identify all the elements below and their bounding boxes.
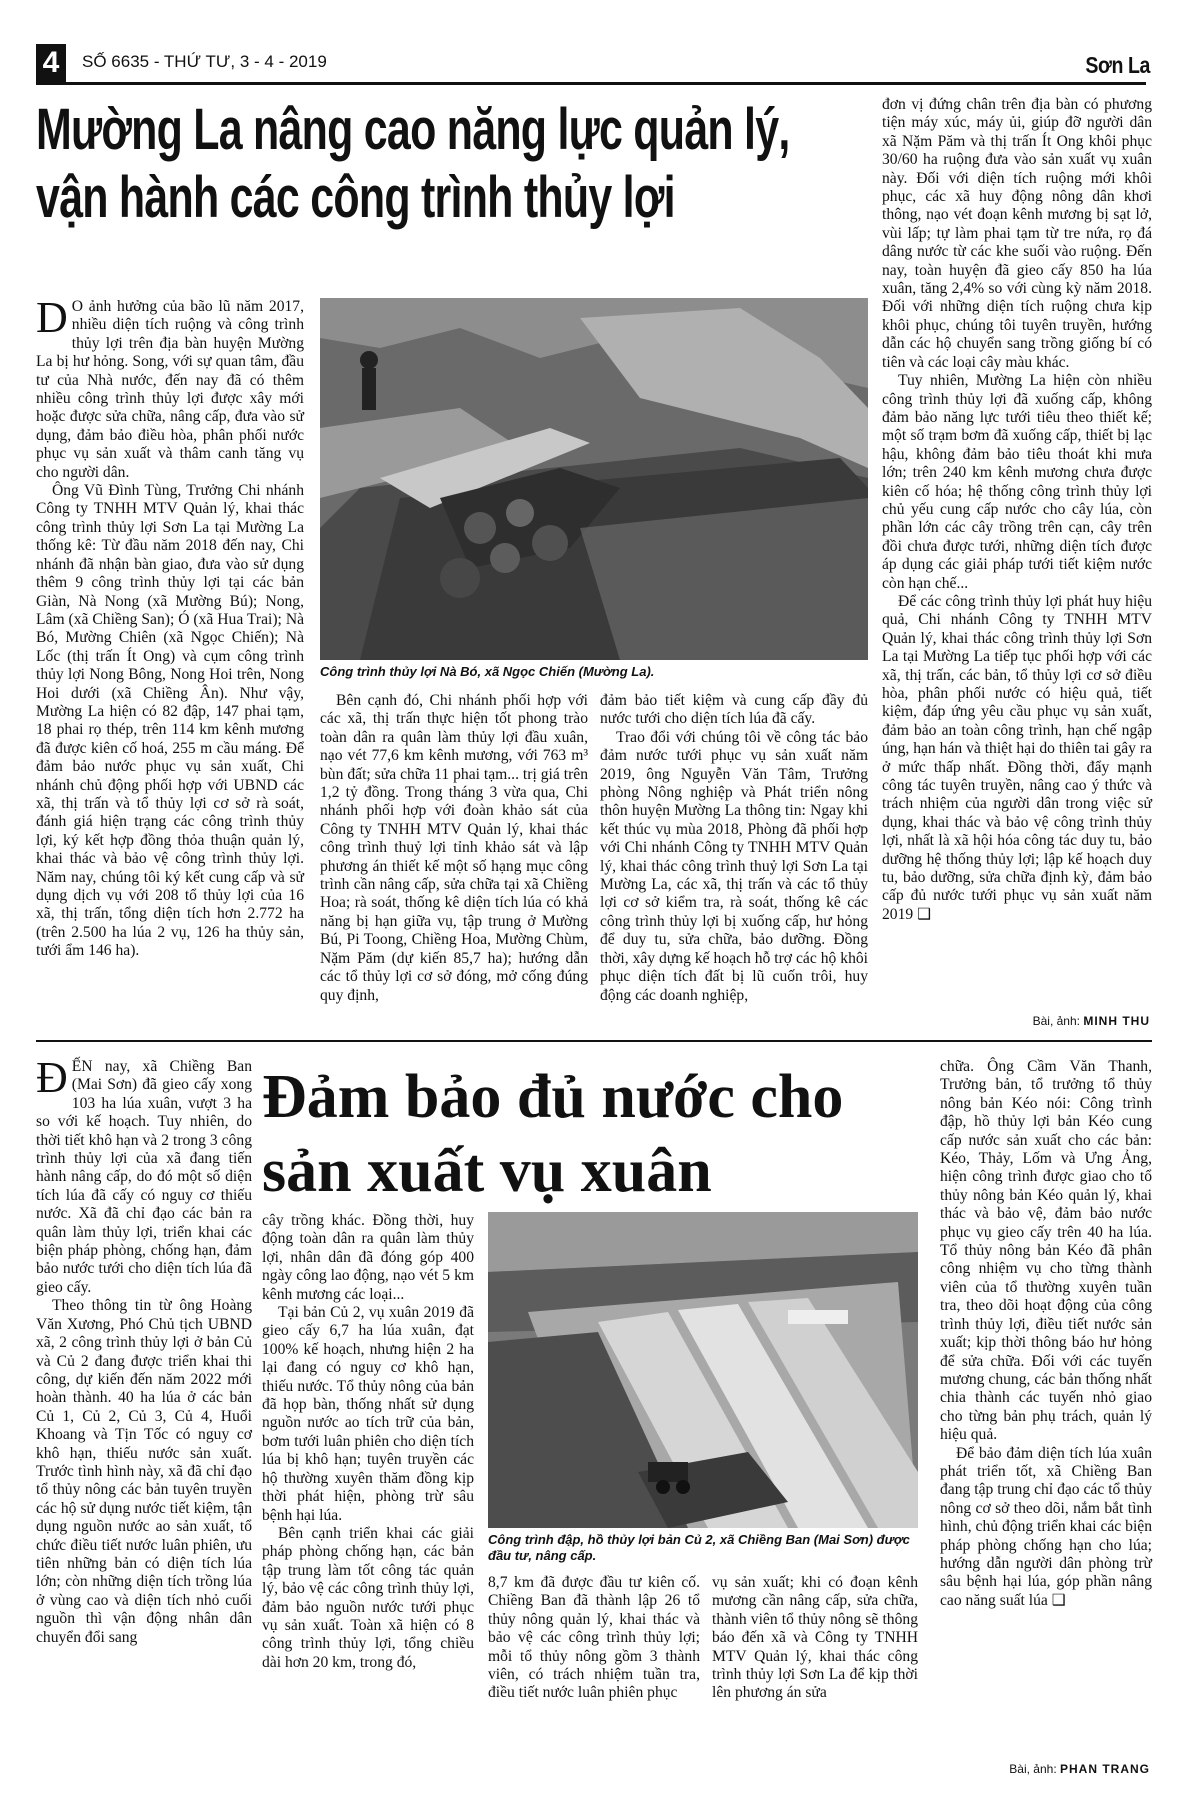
article2-headline bbox=[262, 1060, 902, 1208]
article2-col4 bbox=[712, 1574, 918, 1703]
article1-col4-p2: Tuy nhiên, Mường La hiện còn nhiều công trình thủy lợi đã xuống cấp, không đảm bảo năng lực tưới tiêu theo thiết kế; một số trạm bơm đã xuống cấp, thiết bị lạc hậu, không đảm bảo tiêu thoát khi mưa lớn; trên 240 km kênh mương chưa được kiên cố hóa; hệ thống công trình thủy lợi chủ yếu cung cấp nước cho cây lúa, còn phần lớn các cây trồng trên cạn, cây trên đồi chưa được tưới, những diện tích được áp dụng các giải pháp tưới tiết kiệm nước còn hạn chế... bbox=[882, 372, 1152, 592]
irrigation-canal-image bbox=[320, 298, 868, 660]
article2-col5-p2: Để bảo đảm diện tích lúa xuân phát triển tốt, xã Chiềng Ban đang tập trung chỉ đạo các tổ thủy nông cơ sở theo dõi, nắm bắt tình hình, chủ động triển khai các biện pháp phòng chống hạn cho lúa; hướng dẫn người dân phòng trừ sâu bệnh hại lúa, góp phần nâng cao năng suất lúa ❑ bbox=[940, 1444, 1152, 1609]
article2-col3-p1: 8,7 km đã được đầu tư kiên cố. Chiềng Ban đã thành lập 26 tổ thủy nông quản lý, khai thác và bảo vệ các công trình thủy lợi; mỗi tổ thủy nông gồm 3 thành viên, có trách nhiệm tuần tra, điều tiết nước luân phiên phục bbox=[488, 1574, 700, 1702]
article2-col3 bbox=[488, 1574, 700, 1703]
article2-col2 bbox=[262, 1212, 474, 1672]
article1-col4 bbox=[882, 96, 1152, 924]
article1-col3-p2: Trao đổi với chúng tôi về công tác bảo đảm nước tưới phục vụ sản xuất năm 2019, ông Nguyễn Văn Tâm, Trưởng phòng Nông nghiệp và Phát triển nông thôn huyện Mường La thông tin: Ngay khi kết thúc vụ mùa 2018, Phòng đã phối hợp với Chi nhánh Công ty TNHH MTV Quản lý, khai thác công trình thuỷ lợi Sơn La tại Mường La, các xã, thị trấn và các tổ thủy lợi cơ sở kiểm tra, rà soát, thống kê các công trình thủy lợi bị xuống cấp, hư hỏng để duy tu, sửa chữa, bảo dưỡng. Đồng thời, xây dựng kế hoạch hỗ trợ các hộ khôi phục diện tích đất bị lũ cuốn trôi, huy động các doanh nghiệp, bbox=[600, 728, 868, 1004]
article1-col1-p2: Ông Vũ Đình Tùng, Trưởng Chi nhánh Công ty TNHH MTV Quản lý, khai thác công trình thủy lợi Sơn La tại Mường La thống kê: Từ đầu năm 2018 đến nay, Chi nhánh đã nhận bàn giao, đưa vào sử dụng thêm 9 công trình thủy lợi tại các bản Giàn, Nà Nong (xã Mường Bú); Nong, Lâm (xã Chiềng San); Ó (xã Hua Trai); Nà Bó, Mường Chiên (xã Ngọc Chiến); Nà Lốc (thị trấn Ít Ong) và cụm công trình thủy lợi Nong Bông, Nong Hoi trên, Nong Hoi dưới (xã Chiềng Ân). Như vậy, Mường La hiện có 82 đập, 147 phai tạm, 18 phai rọ thép, trên 114 km kênh mương đã được kiên cố hoá, 255 m cầu máng. Để đảm bảo nước phục vụ sản xuất, Chi nhánh chủ động phối hợp với UBND các xã, thị trấn và tổ thủy lợi cơ sở rà soát, đánh giá hiện trạng các công trình thủy lợi, ký kết hợp đồng thỏa thuận quản lý, khai thác và bảo vệ công trình thủy lợi. Năm nay, chúng tôi ký kết cung cấp và sử dụng dịch vụ với 208 tổ thủy lợi của 16 xã, thị trấn, tổng diện tích hơn 2.772 ha (trên 2.500 ha lúa 2 vụ, 126 ha thủy sản, tưới ẩm 146 ha). bbox=[36, 482, 304, 960]
article2-col1-p2: Theo thông tin từ ông Hoàng Văn Xương, Phó Chủ tịch UBND xã, 2 công trình thủy lợi ở bản Củ và Củ 2 đang được triển khai thi công, dự kiến đến năm 2022 mới hoàn thành. 40 ha lúa ở các bản Củ 1, Củ 2, Củ 3, Củ 4, Huổi Khoang và Tịn Tốc có nguy cơ khô hạn, thiếu nước sản xuất. Trước tình hình này, xã đã chỉ đạo tổ thủy nông các bản tuyên truyền các hộ sử dụng nước tiết kiệm, tận dụng nguồn nước ao sản xuất, tổ chức điều tiết nước luân phiên, ưu tiên những bản có diện tích lúa lớn; còn những diện tích trồng lúa ở vùng cao và diện tích nhỏ cuối nguồn thì vận động nhân dân chuyển đổi sang bbox=[36, 1297, 252, 1646]
article2-byline bbox=[1009, 1762, 1150, 1776]
article2-headline-line1: Đảm bảo đủ nước cho bbox=[262, 1063, 844, 1131]
article2-byline-author: PHAN TRANG bbox=[1060, 1762, 1150, 1776]
section-name: Sơn La bbox=[1085, 52, 1150, 78]
article2-col4-p1: vụ sản xuất; khi có đoạn kênh mương cần nâng cấp, sửa chữa, thành viên tổ thủy nông sẽ thông báo đến xã và Công ty TNHH MTV Quản lý, khai thác công trình thủy lợi Sơn La để kịp thời lên phương án sửa bbox=[712, 1574, 918, 1702]
article1-headline-line1: Mường La nâng cao năng lực quản lý, bbox=[36, 97, 790, 162]
article1-col4-p3: Để các công trình thủy lợi phát huy hiệu quả, Chi nhánh Công ty TNHH MTV Quản lý, khai thác công trình thủy lợi Sơn La tại Mường La tiếp tục phối hợp với các xã, thị trấn, các bản, tổ thủy lợi cơ sở điều hòa, phân phối nước có hiệu quả, tiết kiệm, đáp ứng yêu cầu phục vụ sản xuất, đảm bảo an toàn công trình, hạn chế ngập úng, hạn hán và thiệt hại do thiên tai gây ra ở mức thấp nhất. Đồng thời, đẩy mạnh công tác tuyên truyền, nâng cao ý thức và trách nhiệm của người dân trong việc sử dụng, khai thác và bảo vệ công trình thủy lợi, nhất là xã hội hóa công tác duy tu, bảo dưỡng hệ thống thủy lợi; lập kế hoạch duy tu, bảo dưỡng, sửa chữa định kỳ, đảm bảo cấp đủ nước tưới phục vụ sản xuất năm 2019 ❑ bbox=[882, 592, 1152, 923]
article2-col2-p1: cây trồng khác. Đồng thời, huy động toàn dân ra quân làm thủy lợi, nhân dân đã đóng góp 400 ngày công lao động, nạo vét 5 km kênh mương các loại... bbox=[262, 1212, 474, 1303]
article2-dropcap: Đ bbox=[36, 1053, 68, 1102]
article2-col5-p1: chữa. Ông Cầm Văn Thanh, Trưởng bản, tổ trưởng tổ thủy nông bản Kéo nói: Công trình đập, hồ thủy lợi bản Kéo cung cấp nước sản xuất cho các bản: Kéo, Thảy, Lốm và Ưng Ảng, hiện công trình được giao cho tổ thủy nông bản Kéo quản lý, khai thác và bảo vệ, đảm bảo nước phục vụ gieo cấy trên 40 ha lúa. Tổ thủy nông bản Kéo đã phân công nhiệm vụ cho từng thành viên của tổ thường xuyên tuần tra, theo dõi hoạt động của công trình thủy lợi, điều tiết nước sản xuất; kịp thời thông báo hư hỏng để sửa chữa. Đối với các tuyến mương chung, các bản thống nhất chia thành các tuyến nhỏ giao cho từng bản phụ trách, quản lý hiệu quả. bbox=[940, 1058, 1152, 1444]
article-divider bbox=[36, 1040, 1152, 1042]
article2-col1-p1: ẾN nay, xã Chiềng Ban (Mai Sơn) đã gieo cấy xong 103 ha lúa xuân, vượt 3 ha so với kế hoạch. Tuy nhiên, do thời tiết khô hạn và 2 trong 3 công trình thủy lợi của xã đang tiến hành nâng cấp, do đó một số diện tích lúa đã cấy có nguy cơ thiếu nước. Xã đã chỉ đạo các bản ra quân làm thủy lợi, triển khai các biện pháp phòng, chống hạn, đảm bảo nước tưới cho diện tích lúa đã gieo cấy. bbox=[36, 1058, 252, 1296]
article1-col3-p1: đảm bảo tiết kiệm và cung cấp đầy đủ nước tưới cho diện tích lúa đã cấy. bbox=[600, 692, 868, 728]
header-rule bbox=[36, 82, 1146, 85]
page-number: 4 bbox=[42, 46, 60, 79]
article1-headline-line2: vận hành các công trình thủy lợi bbox=[36, 165, 675, 230]
article1-col1-p1: O ảnh hưởng của bão lũ năm 2017, nhiều diện tích ruộng và công trình thủy lợi trên địa bàn huyện Mường La bị hư hỏng. Song, với sự quan tâm, đầu tư của Nhà nước, đến nay đã có thêm nhiều công trình thủy lợi được xây mới hoặc được sửa chữa, nâng cấp, đưa vào sử dụng, đảm bảo điều hòa, phân phối nước phục vụ sản xuất và thâm canh tăng vụ cho người dân. bbox=[36, 298, 304, 481]
issue-line: SỐ 6635 - THỨ TƯ, 3 - 4 - 2019 bbox=[82, 52, 327, 71]
article2-col5 bbox=[940, 1058, 1152, 1610]
article1-photo bbox=[320, 298, 868, 660]
article1-col4-p1: đơn vị đứng chân trên địa bàn có phương tiện máy xúc, máy ủi, giúp đỡ người dân xã Nặm Păm và thị trấn Ít Ong khôi phục 30/60 ha ruộng đưa vào sản xuất vụ xuân này. Đối với diện tích ruộng mới khôi phục, các xã huy động nông dân khơi thông, nạo vét đoạn kênh mương bị sạt lở, vùi lấp; tự làm phai tạm từ tre nứa, rọ đá dâng nước từ các khe suối vào ruộng. Đến nay, toàn huyện đã gieo cấy 850 ha lúa xuân, tăng 2,4% so với cùng kỳ năm 2018. Đối với những diện tích ruộng chưa kịp khôi phục, chúng tôi tuyên truyền, hướng dẫn các hộ chuyển sang trồng giống bí có tiên và các loại cây màu khác. bbox=[882, 96, 1152, 371]
article1-photo-caption: Công trình thủy lợi Nà Bó, xã Ngọc Chiến (Mường La). bbox=[320, 664, 655, 679]
article2-col2-p2: Tại bản Củ 2, vụ xuân 2019 đã gieo cấy 6,7 ha lúa xuân, đạt 100% kế hoạch, nhưng hiện 2 ha lại đang có nguy cơ khô hạn, thiếu nước. Tổ thủy nông của bản đã họp bàn, thống nhất sử dụng nguồn nước ao tích trữ của bản, bơm tưới luân phiên cho diện tích lúa bị khô hạn; tuyên truyền các hộ thường xuyên thăm đồng kịp thời phát hiện, phòng trừ sâu bệnh hại lúa. bbox=[262, 1304, 474, 1524]
article1-byline bbox=[1033, 1014, 1150, 1028]
article2-col1 bbox=[36, 1053, 252, 1647]
article2-byline-prefix: Bài, ảnh: bbox=[1009, 1762, 1057, 1776]
article2-photo-caption: Công trình đập, hồ thủy lợi bản Củ 2, xã Chiềng Ban (Mai Sơn) được đầu tư, nâng cấp. bbox=[488, 1532, 910, 1563]
article1-col2 bbox=[320, 692, 588, 1005]
article1-headline bbox=[36, 96, 790, 232]
article1-dropcap: D bbox=[36, 293, 68, 342]
article2-photo bbox=[488, 1212, 918, 1528]
article2-headline-line2: sản xuất vụ xuân bbox=[262, 1137, 712, 1205]
dam-construction-image bbox=[488, 1212, 918, 1528]
article1-col2-p1: Bên cạnh đó, Chi nhánh phối hợp với các xã, thị trấn thực hiện tốt phong trào toàn dân ra quân làm thủy lợi đầu xuân, nạo vét 77,6 km kênh mương, với 763 m³ bùn đất; sửa chữa 11 phai tạm... trị giá trên 1,2 tỷ đồng. Trong tháng 3 vừa qua, Chi nhánh phối hợp với đoàn khảo sát của Công ty TNHH MTV Quản lý, khai thác công trình thuỷ lợi tỉnh khảo sát và lập phương án thiết kế một số hạng mục công trình cần nâng cấp, sửa chữa tại xã Chiềng Hoa; rà soát, thống kê diện tích lúa có khả năng bị hạn giữa vụ, tập trung ở Mường Bú, Pi Toong, Chiềng Hoa, Mường Chùm, Nặm Păm (dự kiến 85,7 ha); hướng dẫn các tổ thủy lợi cơ sở đóng, mở cống đúng quy định, bbox=[320, 692, 588, 1004]
article1-byline-prefix: Bài, ảnh: bbox=[1032, 1014, 1080, 1028]
article1-col3 bbox=[600, 692, 868, 1005]
article1-byline-author: MINH THU bbox=[1083, 1014, 1150, 1028]
article2-col2-p3: Bên cạnh triển khai các giải pháp phòng chống hạn, các bản tập trung làm tốt công tác quản lý, bảo vệ các công trình thủy lợi, đảm bảo nguồn nước tưới phục vụ sản xuất. Toàn xã hiện có 8 công trình thủy lợi, tổng chiều dài hơn 20 km, trong đó, bbox=[262, 1524, 474, 1671]
article1-col1 bbox=[36, 293, 304, 961]
